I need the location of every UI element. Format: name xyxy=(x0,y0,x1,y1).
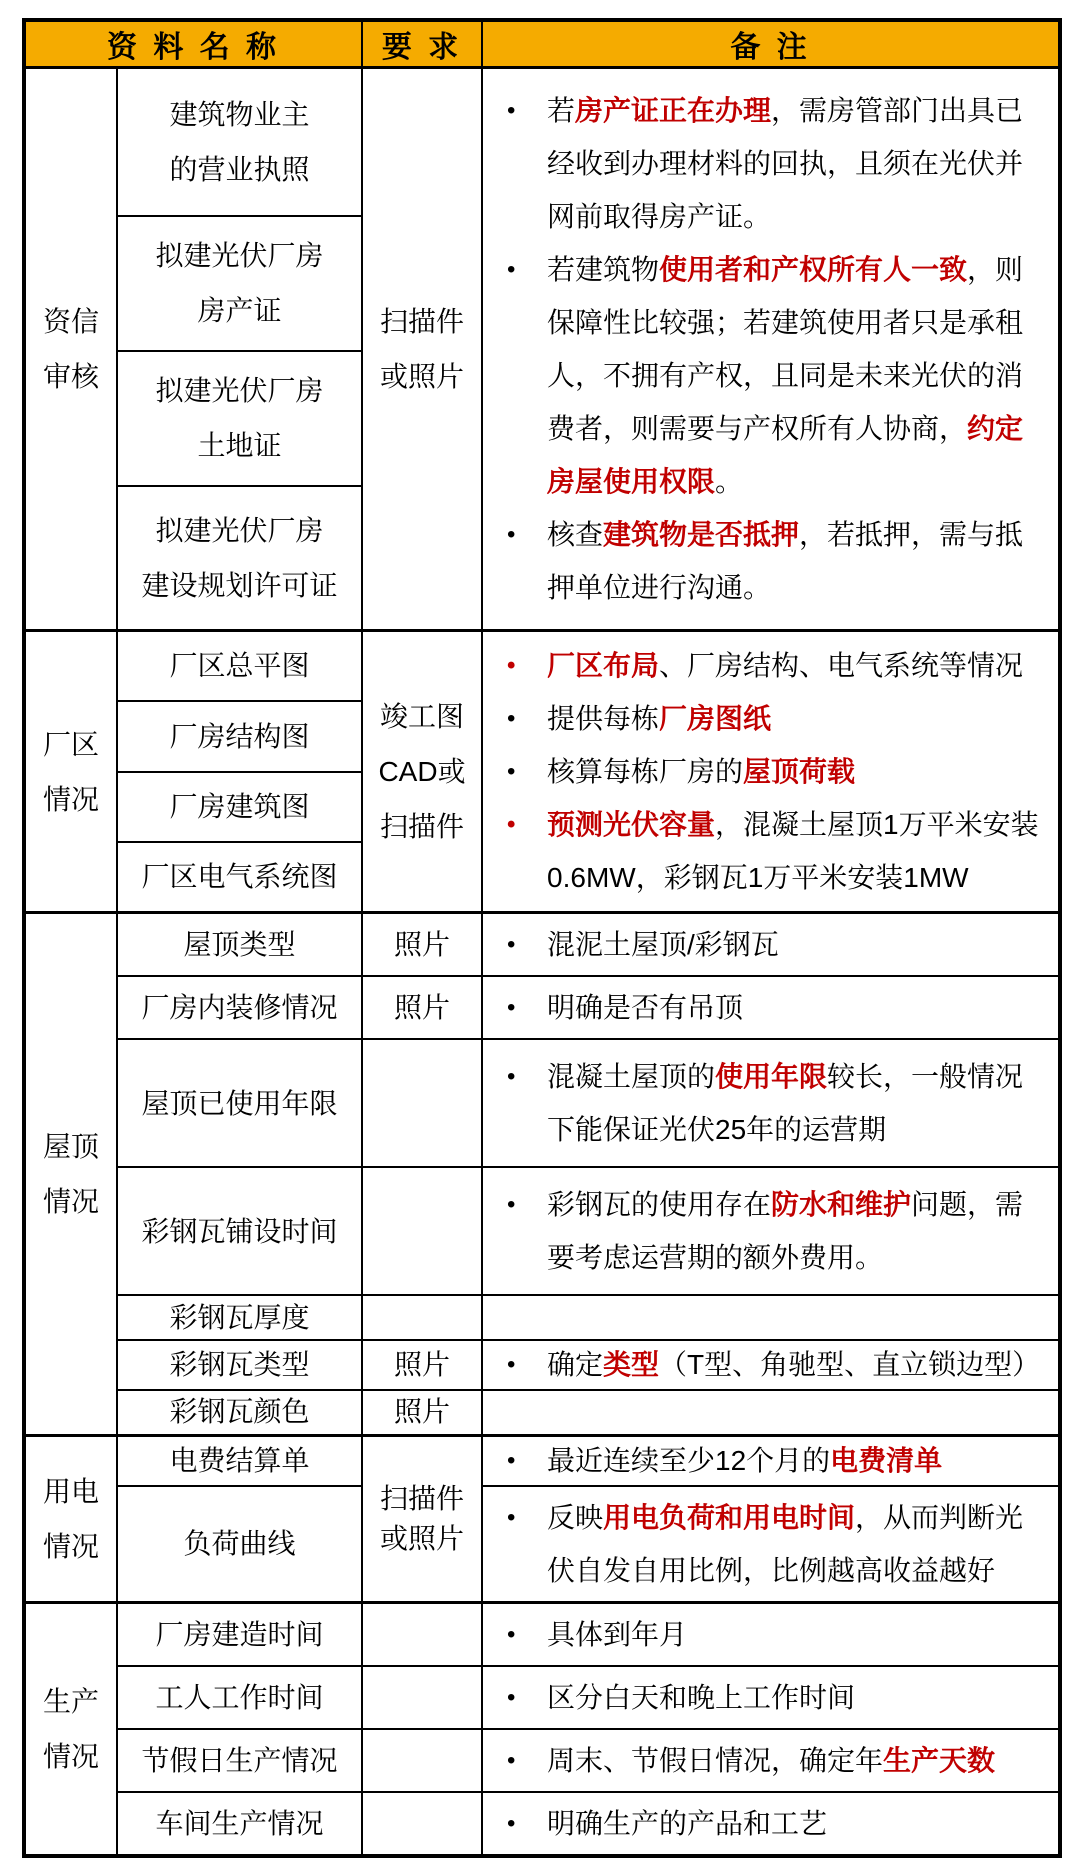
bullet-item xyxy=(507,692,1044,745)
requirement-cell xyxy=(362,1390,482,1435)
remark-cell xyxy=(482,68,1060,631)
bullet-marker: • xyxy=(507,1746,516,1774)
text-line: 情况 xyxy=(42,783,99,815)
plain-text: 、厂房结构、电气系统等情况 xyxy=(659,650,1024,681)
bullet-item xyxy=(507,981,1044,1034)
plain-text: 提供每栋 xyxy=(547,703,660,734)
text-line: 照片 xyxy=(394,1349,451,1380)
item-cell xyxy=(117,1486,362,1603)
table-row xyxy=(24,1295,1060,1340)
table-row xyxy=(24,1039,1060,1167)
table-row xyxy=(24,1729,1060,1792)
plain-text: ，若抵押，需与抵押单位进行沟通。 xyxy=(547,519,1024,603)
text-line: 土地证 xyxy=(197,430,282,461)
item-cell xyxy=(117,1602,362,1666)
text-line: 生产 xyxy=(42,1685,99,1717)
item-cell xyxy=(117,1390,362,1435)
bullet-marker: • xyxy=(507,811,516,838)
bullet-item xyxy=(507,84,1044,243)
remark-cell xyxy=(482,1340,1060,1390)
bullet-marker: • xyxy=(507,994,516,1021)
bullet-marker: • xyxy=(507,931,516,958)
remark-text xyxy=(547,981,1044,1034)
text-line: 或照片 xyxy=(380,361,465,392)
text-line: 拟建光伏厂房 xyxy=(155,514,324,546)
item-cell xyxy=(117,351,362,486)
highlighted-text: 房产证正在办理 xyxy=(575,95,772,126)
item-cell xyxy=(117,1435,362,1486)
remark-cell xyxy=(482,976,1060,1039)
remark-text xyxy=(547,745,1044,798)
requirement-cell xyxy=(362,631,482,913)
highlighted-text: 使用者和产权所有人一致 xyxy=(659,254,968,285)
remark-cell xyxy=(482,1295,1060,1340)
highlighted-text: 屋顶荷载 xyxy=(743,756,856,787)
header-materials: 资 料 名 称 xyxy=(24,20,362,68)
plain-text: 最近连续至少12个月的 xyxy=(547,1444,831,1476)
text-line: 的营业执照 xyxy=(169,153,310,185)
plain-text: 核算每栋厂房的 xyxy=(547,756,744,787)
bullet-item xyxy=(507,639,1044,692)
bullet-item xyxy=(507,1608,1044,1661)
requirement-cell xyxy=(362,1729,482,1792)
table-header xyxy=(24,20,1060,68)
text-line: 电费结算单 xyxy=(169,1444,310,1476)
requirement-cell xyxy=(362,68,482,631)
text-line: 厂房内装修情况 xyxy=(141,992,338,1023)
text-line: 照片 xyxy=(394,992,451,1023)
item-cell xyxy=(117,772,362,842)
table-row xyxy=(24,1666,1060,1729)
table-row xyxy=(24,1340,1060,1390)
plain-text: 周末、节假日情况，确定年 xyxy=(547,1744,884,1776)
item-cell xyxy=(117,1039,362,1167)
item-cell xyxy=(117,1666,362,1729)
bullet-item xyxy=(507,798,1044,904)
text-line: 厂房建造时间 xyxy=(155,1618,324,1650)
text-line: 照片 xyxy=(394,1396,451,1428)
text-line: 情况 xyxy=(42,1185,99,1217)
text-line: 厂区总平图 xyxy=(169,650,310,682)
category-cell xyxy=(24,68,117,631)
text-line: 拟建光伏厂房 xyxy=(155,240,324,271)
bullet-marker: • xyxy=(507,652,516,679)
text-line: 厂房建筑图 xyxy=(169,791,310,822)
plain-text: （T型、角驰型、直立锁边型） xyxy=(659,1349,1041,1380)
remark-cell xyxy=(482,1792,1060,1856)
bullet-item xyxy=(507,918,1044,971)
highlighted-text: 建筑物是否抵押 xyxy=(603,519,800,550)
requirement-cell xyxy=(362,1340,482,1390)
plain-text: ，需房管部门出具已经收到办理材料的回执，且须在光伏并网前取得房产证。 xyxy=(547,95,1024,232)
bullet-item xyxy=(507,1671,1044,1724)
remark-cell xyxy=(482,1167,1060,1295)
plain-text: 核查 xyxy=(547,519,604,550)
item-cell xyxy=(117,1792,362,1856)
plain-text: 区分白天和晚上工作时间 xyxy=(547,1681,856,1713)
text-line: 厂房结构图 xyxy=(169,720,310,752)
text-line: 资信 xyxy=(42,306,99,337)
text-line: 扫描件 xyxy=(380,306,465,337)
text-line: 厂区电气系统图 xyxy=(141,861,338,893)
item-cell xyxy=(117,68,362,216)
bullet-marker: • xyxy=(507,1446,516,1474)
table-row xyxy=(24,913,1060,977)
category-cell xyxy=(24,1435,117,1602)
remark-cell xyxy=(482,631,1060,913)
bullet-marker: • xyxy=(507,1809,516,1837)
remark-cell xyxy=(482,1666,1060,1729)
table-row xyxy=(24,68,1060,216)
remark-cell xyxy=(482,913,1060,977)
item-cell xyxy=(117,1295,362,1340)
remark-cell xyxy=(482,1602,1060,1666)
text-line: 屋顶 xyxy=(42,1130,99,1162)
requirement-cell xyxy=(362,913,482,977)
highlighted-text: 预测光伏容量 xyxy=(547,809,716,840)
highlighted-text: 生产天数 xyxy=(883,1744,996,1776)
plain-text: 确定 xyxy=(547,1349,604,1380)
requirement-cell xyxy=(362,1602,482,1666)
bullet-marker: • xyxy=(507,1191,516,1218)
item-cell xyxy=(117,842,362,913)
text-line: 屋顶已使用年限 xyxy=(141,1087,338,1119)
bullet-item xyxy=(507,1050,1044,1156)
plain-text: 若建筑物 xyxy=(547,254,660,285)
item-cell xyxy=(117,486,362,631)
remark-cell xyxy=(482,1729,1060,1792)
bullet-marker: • xyxy=(507,97,516,124)
bullet-item xyxy=(507,745,1044,798)
item-cell xyxy=(117,701,362,772)
table-row xyxy=(24,1792,1060,1856)
text-line: 屋顶类型 xyxy=(183,929,296,960)
bullet-marker: • xyxy=(507,1620,516,1648)
requirement-cell xyxy=(362,976,482,1039)
table-row xyxy=(24,976,1060,1039)
requirement-cell xyxy=(362,1792,482,1856)
remark-cell xyxy=(482,1390,1060,1435)
text-line: 建设规划许可证 xyxy=(141,569,338,601)
text-line: 情况 xyxy=(42,1530,99,1562)
requirement-cell xyxy=(362,1167,482,1295)
category-cell xyxy=(24,1602,117,1856)
remark-text xyxy=(547,1345,1044,1385)
plain-text: ，则保障性比较强；若建筑使用者只是承租人，不拥有产权，且同是未来光伏的消费者，则需要与产权所有人协商， xyxy=(547,254,1024,444)
materials-checklist-table xyxy=(22,18,1062,1858)
remark-text xyxy=(547,798,1044,904)
highlighted-text: 电费清单 xyxy=(830,1444,943,1476)
text-line: 照片 xyxy=(394,929,451,960)
item-cell xyxy=(117,1167,362,1295)
plain-text: 明确生产的产品和工艺 xyxy=(547,1807,828,1839)
plain-text: 较长，一般情况下能保证光伏25年的运营期 xyxy=(547,1061,1024,1145)
text-line: 节假日生产情况 xyxy=(141,1744,338,1776)
text-line: 建筑物业主 xyxy=(169,98,310,130)
item-cell xyxy=(117,1729,362,1792)
remark-text xyxy=(547,1050,1044,1156)
text-line: 竣工图 xyxy=(380,701,465,732)
remark-text xyxy=(547,1608,1044,1661)
remark-text xyxy=(547,1734,1044,1787)
table-row xyxy=(24,1167,1060,1295)
requirement-cell xyxy=(362,1435,482,1602)
item-cell xyxy=(117,913,362,977)
remark-text xyxy=(547,1797,1044,1850)
bullet-item xyxy=(507,1345,1044,1385)
table-row xyxy=(24,1390,1060,1435)
plain-text: 彩钢瓦的使用存在 xyxy=(547,1189,772,1220)
remark-cell xyxy=(482,1486,1060,1603)
table-row xyxy=(24,1435,1060,1486)
text-line: 车间生产情况 xyxy=(155,1807,324,1839)
plain-text: 混泥土屋顶/彩钢瓦 xyxy=(547,929,779,960)
plain-text: 明确是否有吊顶 xyxy=(547,992,744,1023)
item-cell xyxy=(117,976,362,1039)
highlighted-text: 用电负荷和用电时间 xyxy=(603,1501,856,1533)
bullet-marker: • xyxy=(507,1063,516,1090)
highlighted-text: 类型 xyxy=(603,1349,660,1380)
plain-text: ，从而判断光伏自发自用比例，比例越高收益越好 xyxy=(547,1501,1024,1586)
text-line: 彩钢瓦厚度 xyxy=(169,1301,310,1333)
highlighted-text: 约定房屋使用权限 xyxy=(547,413,1024,497)
text-line: 房产证 xyxy=(197,295,282,326)
remark-text xyxy=(547,1491,1044,1597)
bullet-item xyxy=(507,1441,1044,1481)
text-line: CAD或 xyxy=(378,756,466,787)
text-line: 彩钢瓦铺设时间 xyxy=(141,1215,338,1247)
remark-cell xyxy=(482,1039,1060,1167)
bullet-marker: • xyxy=(507,521,516,548)
table-row xyxy=(24,1486,1060,1603)
remark-text xyxy=(547,1441,1044,1481)
remark-text xyxy=(547,84,1044,243)
bullet-marker: • xyxy=(507,705,516,732)
remark-text xyxy=(547,692,1044,745)
highlighted-text: 使用年限 xyxy=(715,1061,828,1092)
requirement-cell xyxy=(362,1039,482,1167)
text-line: 审核 xyxy=(42,361,99,392)
table-row xyxy=(24,1602,1060,1666)
remark-text xyxy=(547,508,1044,614)
category-cell xyxy=(24,631,117,913)
remark-text xyxy=(547,1178,1044,1284)
highlighted-text: 厂区布局 xyxy=(547,650,660,681)
text-line: 用电 xyxy=(42,1475,99,1507)
plain-text: 反映 xyxy=(547,1501,604,1533)
remark-text xyxy=(547,1671,1044,1724)
plain-text: ，混凝土屋顶1万平米安装0.6MW，彩钢瓦1万平米安装1MW xyxy=(547,809,1039,893)
remark-text xyxy=(547,639,1044,692)
remark-text xyxy=(547,243,1044,508)
text-line: 情况 xyxy=(42,1740,99,1772)
plain-text: 若 xyxy=(547,95,576,126)
plain-text: 混凝土屋顶的 xyxy=(547,1061,716,1092)
plain-text: 具体到年月 xyxy=(547,1618,688,1650)
text-line: 负荷曲线 xyxy=(183,1528,296,1559)
bullet-item xyxy=(507,1491,1044,1597)
item-cell xyxy=(117,631,362,701)
bullet-item xyxy=(507,1734,1044,1787)
header-requirement: 要 求 xyxy=(362,20,482,68)
category-cell xyxy=(24,913,117,1436)
requirement-cell xyxy=(362,1666,482,1729)
remark-text xyxy=(547,918,1044,971)
text-line: 彩钢瓦颜色 xyxy=(169,1396,310,1428)
item-cell xyxy=(117,216,362,351)
highlighted-text: 防水和维护 xyxy=(771,1189,912,1220)
plain-text: 。 xyxy=(715,466,744,497)
text-line: 拟建光伏厂房 xyxy=(155,375,324,406)
text-line: 扫描件 xyxy=(380,811,465,842)
table-row xyxy=(24,631,1060,701)
highlighted-text: 厂房图纸 xyxy=(659,703,772,734)
item-cell xyxy=(117,1340,362,1390)
bullet-marker: • xyxy=(507,256,516,283)
text-line: 或照片 xyxy=(380,1522,465,1554)
header-remark: 备 注 xyxy=(482,20,1060,68)
text-line: 扫描件 xyxy=(380,1482,465,1514)
plain-text: 问题，需要考虑运营期的额外费用。 xyxy=(547,1189,1024,1273)
table-body xyxy=(24,68,1060,1856)
header-row xyxy=(24,20,1060,68)
bullet-marker: • xyxy=(507,1683,516,1711)
bullet-marker: • xyxy=(507,1351,516,1378)
text-line: 彩钢瓦类型 xyxy=(169,1349,310,1380)
bullet-item xyxy=(507,1797,1044,1850)
requirement-cell xyxy=(362,1295,482,1340)
bullet-item xyxy=(507,243,1044,508)
bullet-item xyxy=(507,508,1044,614)
remark-cell xyxy=(482,1435,1060,1486)
bullet-marker: • xyxy=(507,758,516,785)
bullet-marker: • xyxy=(507,1503,516,1531)
text-line: 工人工作时间 xyxy=(155,1681,324,1713)
text-line: 厂区 xyxy=(42,728,99,760)
bullet-item xyxy=(507,1178,1044,1284)
